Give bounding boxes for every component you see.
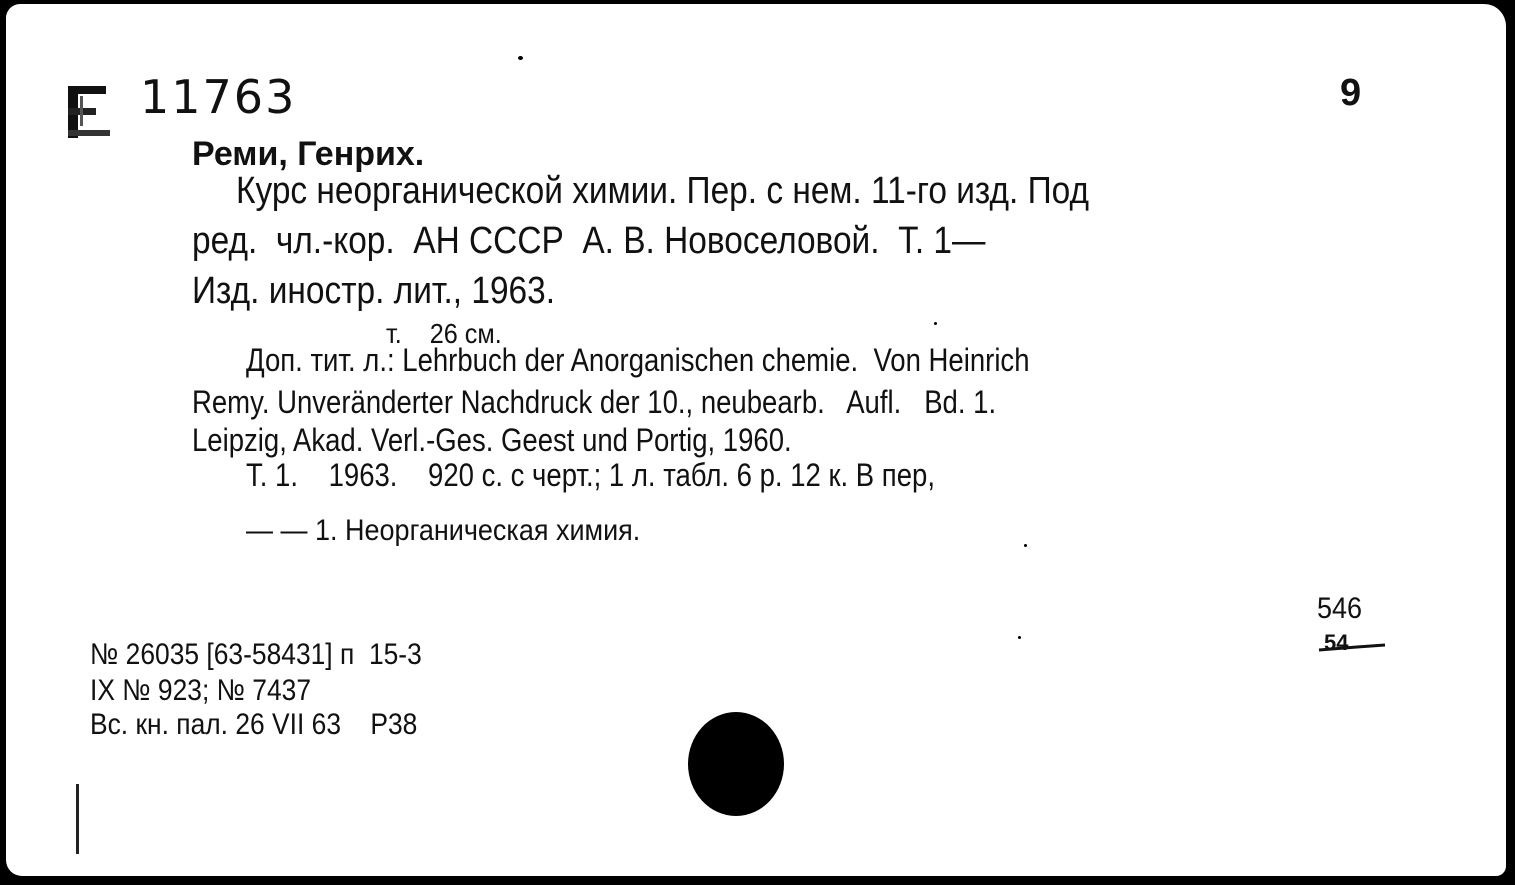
author-heading: Реми, Генрих. xyxy=(192,135,425,173)
note-line-1: Доп. тит. л.: Lehrbuch der Anorganischen chemie. Von Heinrich xyxy=(246,342,1030,378)
speck xyxy=(934,322,937,325)
speck xyxy=(1018,636,1021,639)
class-number-struck: 54 xyxy=(1324,630,1349,655)
catalog-card xyxy=(6,4,1506,876)
punch-hole xyxy=(688,712,784,816)
stamp-e-mark xyxy=(66,82,114,142)
title-line-3: Изд. иностр. лит., 1963. xyxy=(192,270,556,312)
subject-heading: — — 1. Неорганическая химия. xyxy=(246,514,641,547)
registry-line-2: IX № 923; № 7437 xyxy=(90,674,312,707)
note-line-3: Leipzig, Akad. Verl.-Ges. Geest und Portig, 1960. xyxy=(192,422,792,458)
registry-line-1: № 26035 [63-58431] п 15-3 xyxy=(90,638,422,671)
note-line-2: Remy. Unveränderter Nachdruck der 10., neubearb. Aufl. Bd. 1. xyxy=(192,384,997,420)
title-line-1: Курс неорганической химии. Пер. с нем. 11-го изд. Под xyxy=(236,170,1089,212)
strike-through-mark xyxy=(1317,642,1387,656)
call-number: 11763 xyxy=(140,70,297,124)
card-number: 9 xyxy=(1340,72,1362,114)
registry-line-3: Вс. кн. пал. 26 VII 63 Р38 xyxy=(90,708,418,741)
speck xyxy=(518,56,523,60)
speck xyxy=(1024,544,1027,547)
physical-description: т. 26 см. xyxy=(386,318,502,349)
class-number: 546 xyxy=(1317,592,1363,625)
edge-mark xyxy=(74,784,82,856)
volume-line: Т. 1. 1963. 920 с. с черт.; 1 л. табл. 6 р. 12 к. В пер, xyxy=(246,457,935,493)
title-line-2: ред. чл.-кор. АН СССР А. В. Новоселовой. Т. 1— xyxy=(192,220,986,262)
